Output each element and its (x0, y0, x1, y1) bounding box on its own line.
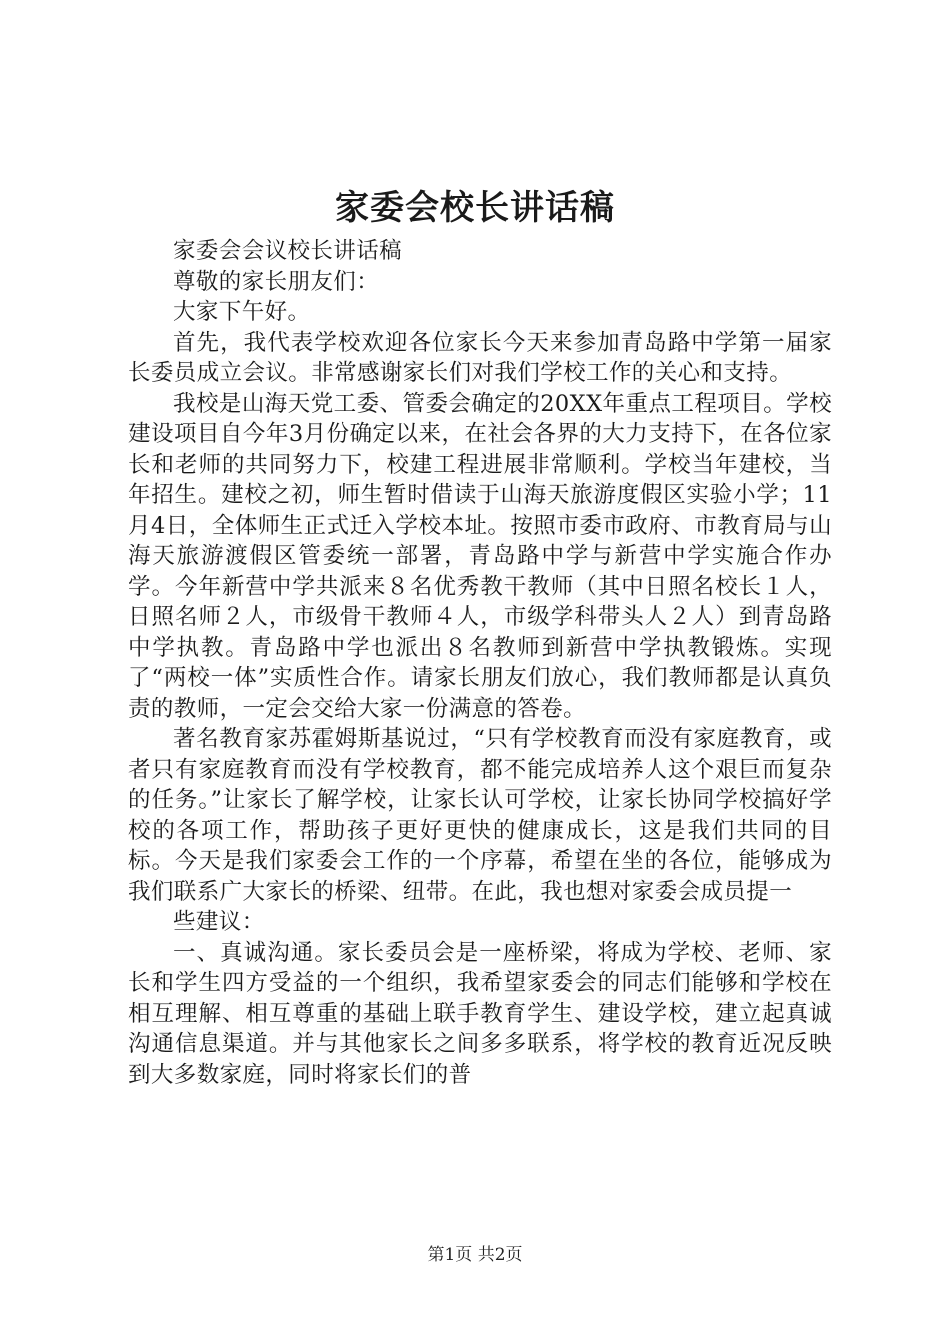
page-footer: 第1页 共2页 (427, 1245, 523, 1265)
paragraph-suggestions-lead: 些建议： (173, 909, 265, 935)
paragraph-greeting: 大家下午好。 (173, 299, 311, 325)
paragraph-heading: 家委会会议校长讲话稿 (173, 238, 403, 264)
paragraph-suggestion-one: 一、真诚沟通。家长委员会是一座桥梁，将成为学校、老师、家长和学生四方受益的一个组织，我希望家委会的同志们能够和学校在相互理解、相互尊重的基础上联手教育学生、建设学校，建立起真诚沟通信息渠道。并与其他家长之间多多联系，将学校的教育近况反映到大多数家庭，同时将家长们的普 (128, 939, 832, 1088)
paragraph-education-quote: 著名教育家苏霍姆斯基说过，“只有学校教育而没有家庭教育，或者只有家庭教育而没有学校教育，都不能完成培养人这个艰巨而复杂的任务。”让家长了解学校，让家长认可学校，让家长协同学校搞好学校的各项工作，帮助孩子更好更快的健康成长，这是我们共同的目标。今天是我们家委会工作的一个序幕，希望在坐的各位，能够成为我们联系广大家长的桥梁、纽带。在此，我也想对家委会成员提一 (128, 726, 832, 905)
paragraph-welcome: 首先，我代表学校欢迎各位家长今天来参加青岛路中学第一届家长委员成立会议。非常感谢家长们对我们学校工作的关心和支持。 (128, 329, 832, 386)
paragraph-school-intro: 我校是山海天党工委、管委会确定的20XX年重点工程项目。学校建设项目自今年3月份确定以来，在社会各界的大力支持下，在各位家长和老师的共同努力下，校建工程进展非常顺利。学校当年建校，当年招生。建校之初，师生暂时借读于山海天旅游度假区实验小学；11月4日，全体师生正式迁入学校本址。按照市委市政府、市教育局与山海天旅游渡假区管委统一部署，青岛路中学与新营中学实施合作办学。今年新营中学共派来８名优秀教干教师（其中日照名校长１人，日照名师２人，市级骨干教师４人，市级学科带头人２人）到青岛路中学执教。青岛路中学也派出８名教师到新营中学执教锻炼。实现了“两校一体”实质性合作。请家长朋友们放心，我们教师都是认真负责的教师，一定会交给大家一份满意的答卷。 (128, 390, 832, 722)
document-body (128, 236, 832, 1090)
document-title: 家委会校长讲话稿 (335, 188, 615, 228)
paragraph-salutation: 尊敬的家长朋友们： (173, 268, 380, 295)
